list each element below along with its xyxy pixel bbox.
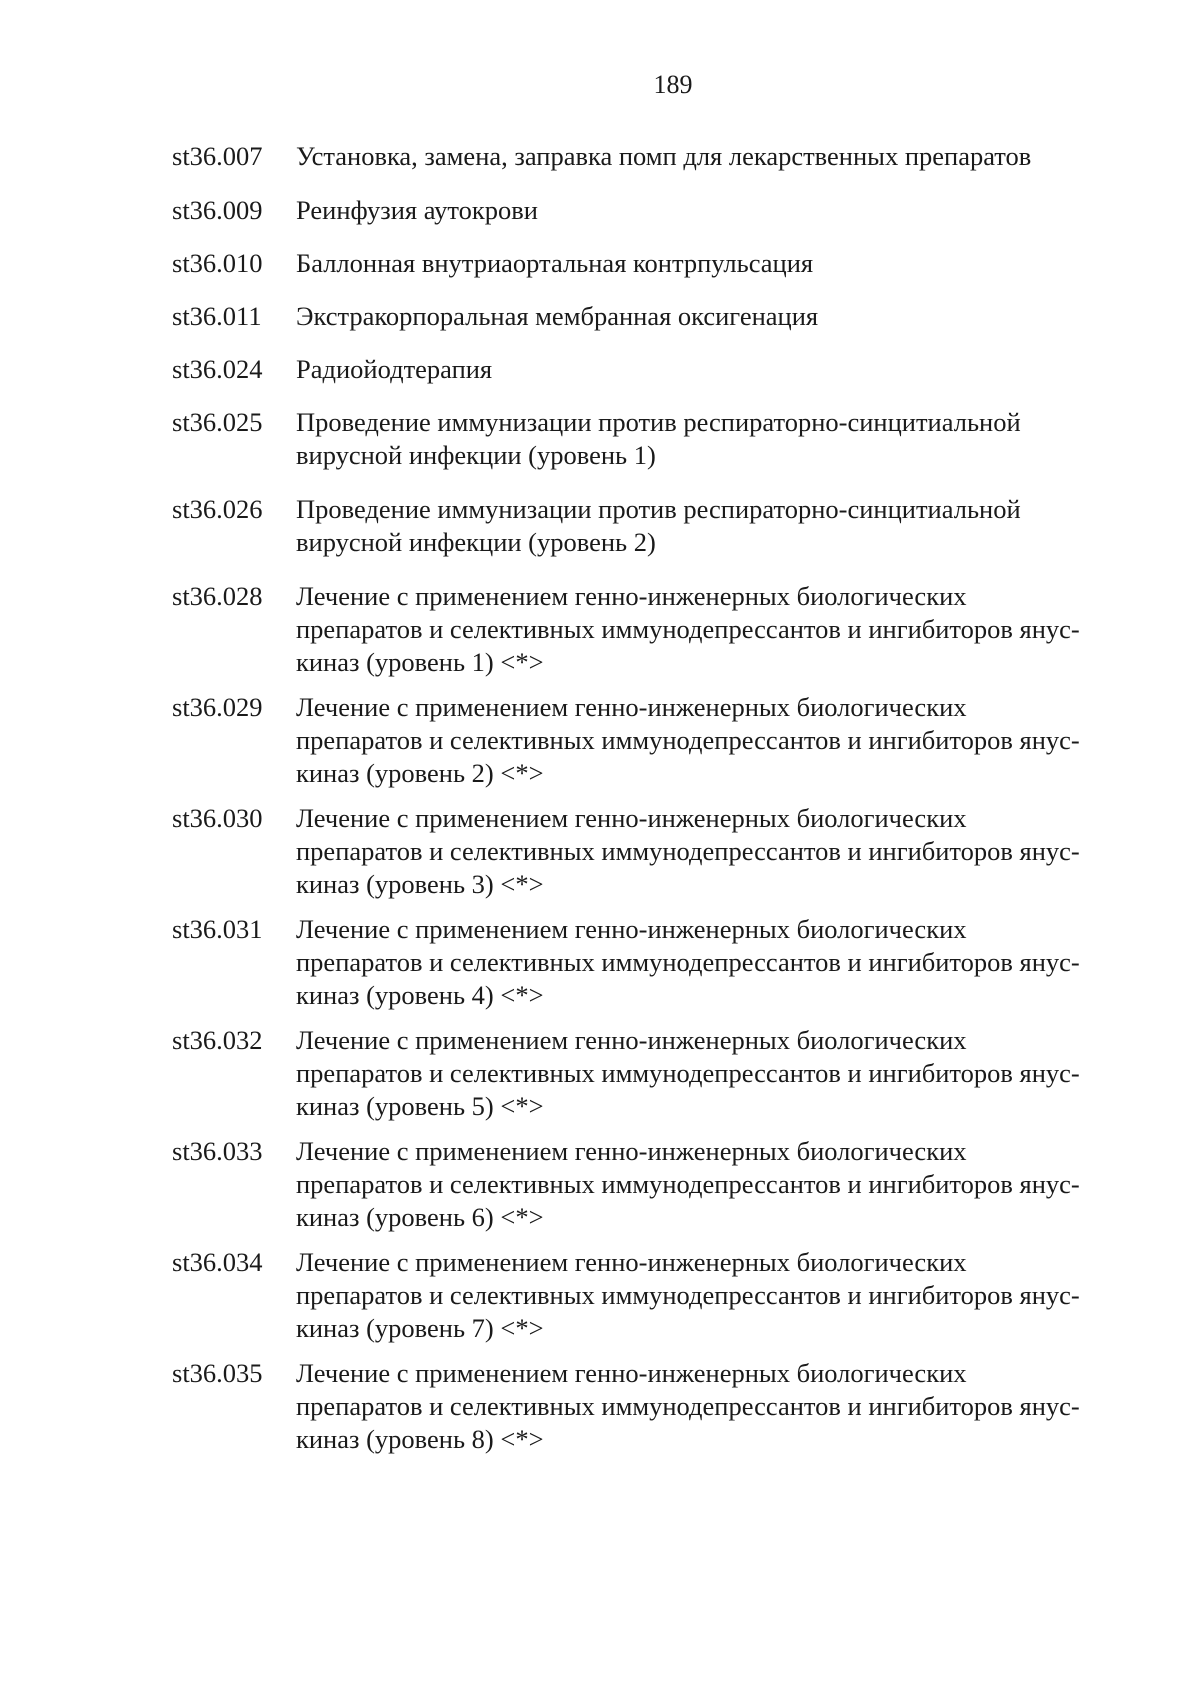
page-number: 189 — [653, 70, 693, 99]
list-item — [172, 140, 1092, 173]
entry-description: Лечение с применением генно-инженерных биологических препаратов и селективных иммунодепрессантов и ингибиторов янус-киназ (уровень 1) <*> — [296, 581, 1080, 677]
entry-description: Лечение с применением генно-инженерных биологических препаратов и селективных иммунодепрессантов и ингибиторов янус-киназ (уровень 7) <*> — [296, 1247, 1080, 1343]
entry-code: st36.024 — [172, 354, 263, 384]
list-item — [172, 493, 1092, 559]
entry-description: Установка, замена, заправка помп для лекарственных препаратов — [296, 141, 1032, 171]
list-item — [172, 247, 1092, 280]
entry-description: Экстракорпоральная мембранная оксигенация — [296, 301, 819, 331]
entry-code: st36.031 — [172, 914, 263, 944]
list-item — [172, 194, 1092, 227]
list-item — [172, 1357, 1092, 1456]
entry-code: st36.026 — [172, 494, 263, 524]
entry-code: st36.032 — [172, 1025, 263, 1055]
entry-code: st36.009 — [172, 195, 263, 225]
entry-description: Проведение иммунизации против респираторно-синцитиальной вирусной инфекции (уровень 2) — [296, 494, 1021, 557]
entry-description: Лечение с применением генно-инженерных биологических препаратов и селективных иммунодепрессантов и ингибиторов янус-киназ (уровень 8) <*> — [296, 1358, 1080, 1454]
entry-description: Лечение с применением генно-инженерных биологических препаратов и селективных иммунодепрессантов и ингибиторов янус-киназ (уровень 2) <*> — [296, 692, 1080, 788]
entry-description: Лечение с применением генно-инженерных биологических препаратов и селективных иммунодепрессантов и ингибиторов янус-киназ (уровень 5) <*> — [296, 1025, 1080, 1121]
entry-code: st36.028 — [172, 581, 263, 611]
entry-description: Лечение с применением генно-инженерных биологических препаратов и селективных иммунодепрессантов и ингибиторов янус-киназ (уровень 4) <*> — [296, 914, 1080, 1010]
list-item — [172, 300, 1092, 333]
entry-code: st36.010 — [172, 248, 263, 278]
list-item — [172, 1024, 1092, 1123]
entry-code: st36.033 — [172, 1136, 263, 1166]
list-item — [172, 802, 1092, 901]
entry-description: Реинфузия аутокрови — [296, 195, 538, 225]
entry-code: st36.035 — [172, 1358, 263, 1388]
entry-description: Радиойодтерапия — [296, 354, 493, 384]
entry-code: st36.025 — [172, 407, 263, 437]
list-item — [172, 580, 1092, 679]
list-item — [172, 406, 1092, 472]
list-item — [172, 691, 1092, 790]
list-item — [172, 1246, 1092, 1345]
entry-description: Баллонная внутриаортальная контрпульсация — [296, 248, 814, 278]
entry-description: Лечение с применением генно-инженерных биологических препаратов и селективных иммунодепрессантов и ингибиторов янус-киназ (уровень 3) <*> — [296, 803, 1080, 899]
entry-code: st36.030 — [172, 803, 263, 833]
list-item — [172, 353, 1092, 386]
list-item — [172, 1135, 1092, 1234]
entry-code: st36.011 — [172, 301, 262, 331]
entry-code: st36.029 — [172, 692, 263, 722]
entry-description: Проведение иммунизации против респираторно-синцитиальной вирусной инфекции (уровень 1) — [296, 407, 1021, 470]
entry-description: Лечение с применением генно-инженерных биологических препаратов и селективных иммунодепрессантов и ингибиторов янус-киназ (уровень 6) <*> — [296, 1136, 1080, 1232]
entry-list — [172, 140, 1092, 1468]
entry-code: st36.007 — [172, 141, 263, 171]
list-item — [172, 913, 1092, 1012]
entry-code: st36.034 — [172, 1247, 263, 1277]
